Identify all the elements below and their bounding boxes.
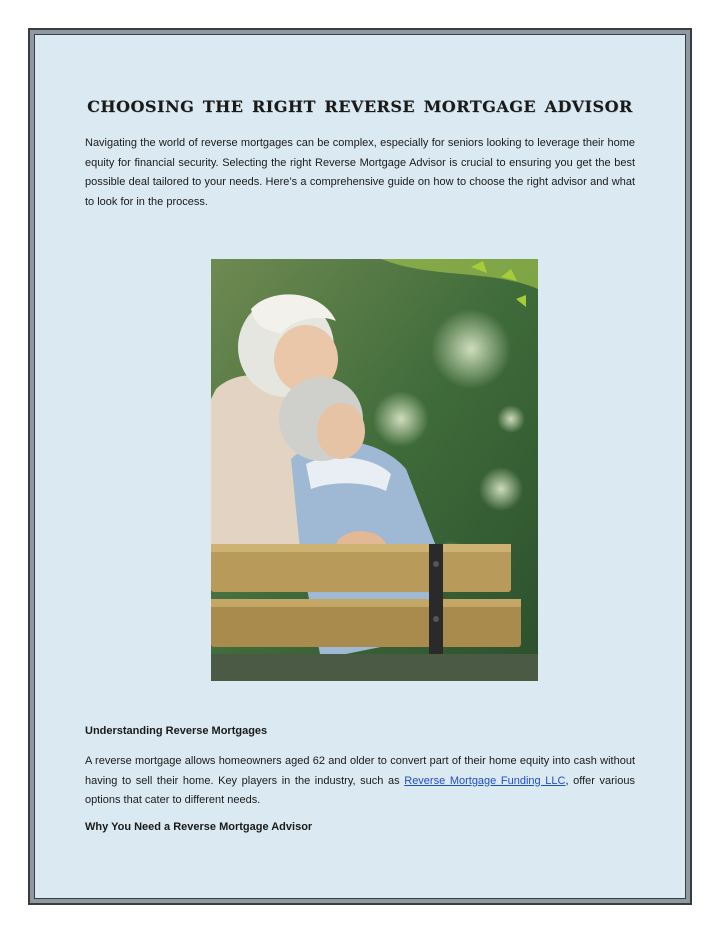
elderly-couple-photo bbox=[211, 259, 538, 681]
reverse-mortgage-funding-link[interactable]: Reverse Mortgage Funding LLC bbox=[404, 774, 566, 787]
document-header bbox=[85, 86, 635, 212]
page-title: choosing the right reverse mortgage advisor bbox=[87, 91, 633, 118]
section-heading-why-advisor: Why You Need a Reverse Mortgage Advisor bbox=[85, 821, 313, 833]
paragraph-text-before-link: A reverse mortgage allows homeowners aged 62 and older to convert part of their home equity into cash without having to sell their home. Key players in the industry, such as bbox=[85, 755, 635, 787]
paragraph-text-after-link: , offer various options that cater to different needs. bbox=[85, 774, 635, 806]
section-paragraph bbox=[85, 752, 635, 811]
intro-paragraph: Navigating the world of reverse mortgages can be complex, especially for seniors looking to leverage their home equity for financial security. Selecting the right Reverse Mortgage Advisor is crucial to ensuring you get the best possible deal tailored to your needs. Here’s a comprehensive guide on how to choose the right advisor and what to look for in the process. bbox=[85, 137, 635, 208]
section-heading-understanding: Understanding Reverse Mortgages bbox=[85, 725, 268, 737]
